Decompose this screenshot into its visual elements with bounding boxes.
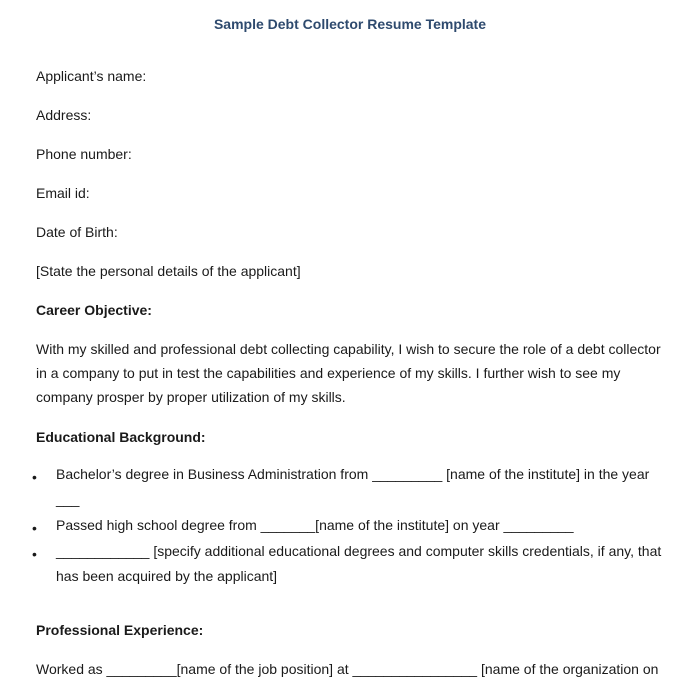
- address-label: Address:: [36, 107, 92, 123]
- bullet-icon: •: [32, 520, 37, 536]
- educational-background-heading: Educational Background:: [36, 429, 206, 445]
- applicant-name-label: Applicant’s name:: [36, 68, 147, 84]
- bullet-icon: •: [32, 469, 37, 485]
- date-of-birth-label: Date of Birth:: [36, 224, 118, 240]
- phone-number-label: Phone number:: [36, 146, 132, 162]
- career-objective-text: With my skilled and professional debt collecting capability, I wish to secure the role of a debt collector in a company to put in test the capabilities and experience of my skills. I further wish to see my company prosper by proper utilization of my skills.: [36, 341, 661, 405]
- document-title: Sample Debt Collector Resume Template: [213, 16, 487, 32]
- education-item: Passed high school degree from _______[name of the institute] on year _________: [56, 517, 574, 533]
- bullet-icon: •: [32, 546, 37, 562]
- professional-experience-text: Worked as _________[name of the job position] at ________________ [name of the organization on: [36, 661, 659, 677]
- personal-details-note: [State the personal details of the applicant]: [36, 263, 301, 279]
- email-id-label: Email id:: [36, 185, 90, 201]
- professional-experience-heading: Professional Experience:: [36, 622, 204, 638]
- career-objective-heading: Career Objective:: [36, 302, 152, 318]
- education-item: Bachelor’s degree in Business Administration from _________ [name of the institute] in the year ___: [56, 466, 650, 507]
- education-item: ____________ [specify additional educational degrees and computer skills credentials, if any, that has been acquired by the applicant]: [56, 543, 662, 584]
